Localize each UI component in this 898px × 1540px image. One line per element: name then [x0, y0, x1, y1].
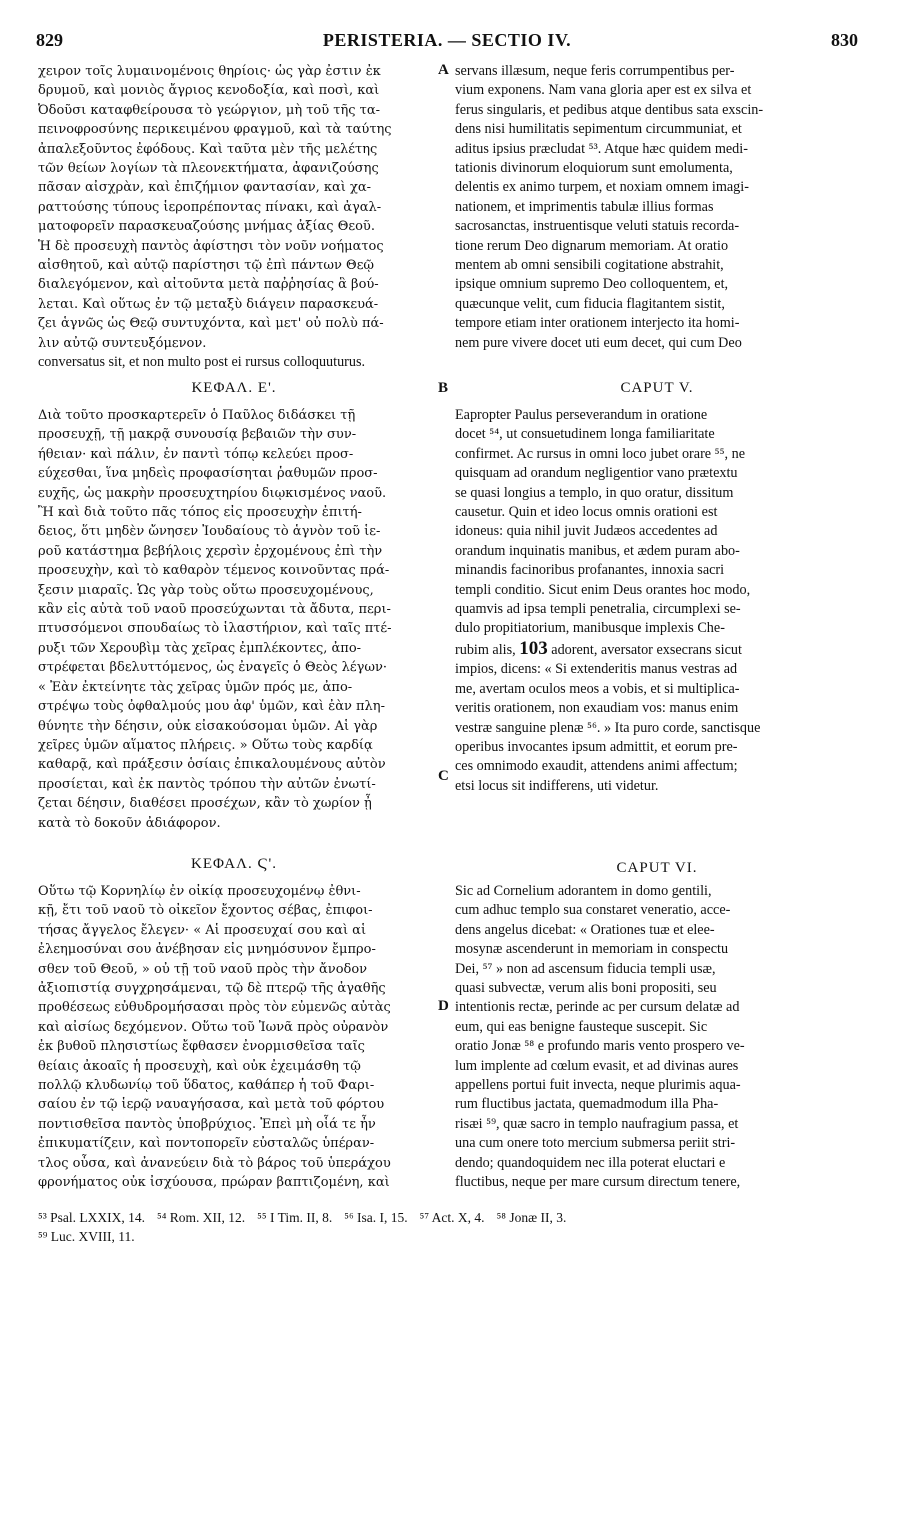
- text-line: κἂν εἰς αὐτὰ τοῦ ναοῦ προσεύχωνται τὰ ἄδυτα, περι-: [38, 602, 391, 618]
- text-line: ραττούσης τύπους ἱεροπρέποντας πίνακι, καὶ ἀγαλ-: [38, 199, 382, 215]
- text-line: ipsique omnium supremo Deo colloquentem, et,: [455, 276, 729, 293]
- text-line: δρυμοῦ, καὶ μονιὸς ἄγριος κενοδοξία, καὶ ποσὶ, καὶ: [38, 83, 380, 99]
- text-line: ρυξι τῶν Χερουβὶμ τὰς χεῖρας ἐμπλέκοντες, ἀπο-: [38, 640, 362, 656]
- text-line: servans illæsum, neque feris corrumpentibus per-: [455, 63, 735, 79]
- latin-column-cap6: [455, 882, 859, 1193]
- text-line: confirmet. Ac rursus in omni loco jubet orare ⁵⁵, ne: [455, 445, 746, 462]
- running-title: PERISTERIA. — SECTIO IV.: [322, 30, 572, 50]
- text-line: minandis facinoribus profanantes, innoxia sacri: [455, 562, 725, 579]
- greek-column-top: [38, 62, 430, 353]
- text-line: ήθειαν· καὶ πάλιν, ἐν παντὶ τόπῳ κελεύει προσ-: [38, 446, 354, 462]
- text-line: oratio Jonæ ⁵⁸ e profundo maris vento prospero ve-: [455, 1038, 745, 1055]
- text-line: quisquam ad orandum negligentior vano prætextu: [455, 465, 738, 482]
- running-header: [36, 30, 858, 58]
- text-line: mentem ab omni sensibili cogitatione abstrahit,: [455, 257, 724, 274]
- text-line: ἀπαλεξοῦντος ἐφόδους. Καὶ ταῦτα μὲν τῆς μελέτης: [38, 141, 378, 157]
- footnote-ref: ⁵⁴ Rom. XII, 12.: [157, 1210, 246, 1225]
- text-line: Ἡ δὲ προσευχὴ παντὸς ἀφίστησι τὸν νοῦν νοήματος: [38, 238, 384, 254]
- text-line: risæi ⁵⁹, quæ sacro in templo naufragium passa, et: [455, 1115, 739, 1132]
- footnote-ref: ⁵⁵ I Tim. II, 8.: [257, 1210, 333, 1225]
- text-line: delentis ex animo turpem, et noxiam omnem imagi-: [455, 179, 749, 196]
- text-line: lum implente ad cœlum evasit, et ad divinas aures: [455, 1057, 739, 1074]
- text-line: ευχῆς, ὡς μακρὴν προσευχτηρίου διῳκισμένος ναοῦ.: [38, 485, 387, 501]
- text-line: πεινοφροσύνης περικειμένου φραγμοῦ, καὶ τὰ ταύτης: [38, 122, 392, 138]
- text-line: θείαις ἀκοαῖς ἡ προσευχὴ, καὶ οὐκ ἐχειμάσθη τῷ: [38, 1058, 361, 1074]
- text-line: χεῖρες ὑμῶν αἵματος πλήρεις. » Οὕτω τοὺς καρδίᾳ: [38, 737, 373, 753]
- latin-cap5-post: [455, 660, 859, 796]
- footnotes-line-1: [38, 1208, 868, 1227]
- text-line: Οὕτω τῷ Κορνηλίῳ ἐν οἰκίᾳ προσευχομένῳ ἐθνι-: [38, 884, 361, 899]
- text-line: fluctibus, neque per mare cursum directum tenere,: [455, 1174, 741, 1191]
- text-line: tione rerum Deo dignarum memoriam. At oratio: [455, 237, 729, 254]
- text-line: διαλεγόμενον, καὶ αἰτοῦντα μετὰ παῤῥησίας ἃ βού-: [38, 277, 379, 293]
- margin-marker-a: A: [438, 62, 449, 78]
- text-line: ces omnimodo exaudit, attendens animi affectum;: [455, 758, 738, 775]
- text-line: dens nisi humilitatis sepimentum circummuniat, et: [455, 121, 742, 138]
- text-line: cum adhuc templo sua constaret veneratio, acce-: [455, 902, 731, 919]
- latin-heading-cap6: CAPUT VI.: [616, 860, 698, 876]
- text-line: dulo propitiatorium, manibusque implexis Che-: [455, 620, 725, 637]
- text-line: Ὀδοῦσι καταφθείρουσα τὸ γεώργιον, μὴ τοῦ τῆς τα-: [38, 102, 381, 118]
- text-line: Dei, ⁵⁷ » non ad ascensum fiducia templi usæ,: [455, 960, 716, 977]
- text-line: eum, qui eas benigne fausteque suscepit. Sic: [455, 1018, 708, 1035]
- text-line: τλος οὖσα, καὶ ἀνανεύειν διὰ τὸ βάρος τοῦ ὑπεράχου: [38, 1155, 391, 1171]
- text-line: λιν αὐτῷ συντευξόμενον.: [38, 335, 207, 351]
- text-line: σαίου ἐν τῷ ἱερῷ ναυαγήσασα, καὶ μετὰ τοῦ φόρτου: [38, 1097, 385, 1113]
- margin-marker-c: C: [438, 768, 449, 784]
- text-line: sacrosanctas, instruentisque veluti statuis recorda-: [455, 218, 740, 235]
- text-line: nem pure vivere docet uti eum decet, qui cum Deo: [455, 334, 742, 351]
- text-line: προσευχῇ, τῇ μακρᾷ συνουσίᾳ βεβαιῶν τὴν συν-: [38, 427, 357, 443]
- text-line: quamvis ad ipsa templi penetralia, circumplexi se-: [455, 601, 741, 618]
- text-line: ferus singularis, et pedibus atque dentibus sata exscin-: [455, 101, 764, 118]
- text-line: ἐπικυματίζειν, καὶ ποντοπορεῖν εὐσταλῶς ὑπέραν-: [38, 1136, 375, 1152]
- text-line: dendo; quandoquidem nec illa poterat eluctari e: [455, 1154, 726, 1171]
- text-line: docet ⁵⁴, ut consuetudinem longa familiaritate: [455, 426, 715, 443]
- text-line: προσίεται, καὶ ἐκ παντὸς τρόπου τὴν αὐτῶν ἐνωτί-: [38, 776, 376, 792]
- text-line: tempore etiam inter orationem interjecto ita homi-: [455, 315, 740, 332]
- latin-line-with-page-number: [455, 639, 859, 660]
- text-line: templi conditio. Sicut enim Deus orantes hoc modo,: [455, 581, 751, 598]
- text-line: τῶν θείων λογίων τὰ πλεονεκτήματα, ἀφανιζούσης: [38, 161, 379, 177]
- text-line: κατὰ τὸ δοκοῦν ἀδιάφορον.: [38, 815, 221, 831]
- text-line: Διὰ τοῦτο προσκαρτερεῖν ὁ Παῦλος διδάσκει τῇ: [38, 408, 356, 423]
- text-line: idoneus: quia nihil juvit Judæos accedentes ad: [455, 523, 718, 540]
- text-line: δειος, ὅτι μηδὲν ὤνησεν Ἰουδαίους τὸ ἁγνὸν τοῦ ἱε-: [38, 524, 381, 540]
- footnotes: [38, 1208, 868, 1246]
- text-line: veritis orationem, non exaudiam vos: manus enim: [455, 700, 739, 717]
- text-line: se quasi longius a templo, in quo oratur, dissitum: [455, 484, 734, 501]
- text-line: rum fluctibus jactata, quemadmodum illa Pha-: [455, 1096, 719, 1113]
- text-line: καθαρᾷ, καὶ πράξεσιν ὁσίαις ἐπικαλουμένους αὐτὸν: [38, 757, 386, 773]
- footnotes-line-2: [38, 1227, 868, 1246]
- text-line: χειρον τοῖς λυμαινομένοις θηρίοις· ὡς γὰρ ἐστιν ἐκ: [38, 64, 381, 79]
- text-line: φρονήματος οὐκ ἰσχύουσα, πρώραν βαπτιζομένη, καὶ: [38, 1175, 390, 1191]
- text-line: εύχεσθαι, ἵνα μηδεὶς προφασίσηται ῥαθυμῶν προσ-: [38, 466, 378, 482]
- latin-line-after: adorent, aversator exsecrans sicut: [551, 641, 742, 658]
- page-number-left: 829: [36, 30, 63, 50]
- text-line: πτυσσόμενοι σπουδαίως τὸ ἱλαστήριον, καὶ ταῖς πτέ-: [38, 621, 392, 637]
- text-line: στρέψω τοὺς ὀφθαλμούς μου ἀφ' ὑμῶν, καὶ ἐὰν πλη-: [38, 699, 385, 715]
- text-line: nationem, et imprimentis tabulæ illius formas: [455, 198, 714, 215]
- text-line: una cum onere toto mercium submersa periit stri-: [455, 1135, 736, 1152]
- greek-column-cap6: [38, 882, 430, 1193]
- text-line: καὶ αἰσίως δεχόμενον. Οὕτω τοῦ Ἰωνᾶ πρὸς οὐρανὸν: [38, 1019, 389, 1035]
- text-line: πολλῷ κλυδωνίῳ τοῦ ὕδατος, καθάπερ ἡ τοῦ Φαρι-: [38, 1078, 375, 1094]
- text-line: mosynæ ascenderunt in memoriam in conspectu: [455, 941, 729, 958]
- latin-cap5-pre: [455, 406, 859, 639]
- text-line: πᾶσαν αἰσχρὰν, καὶ ἐπιζήμιον φαντασίαν, καὶ χα-: [38, 180, 372, 196]
- latin-line-before: rubim alis,: [455, 641, 516, 658]
- text-line: ματοφορεῖν παρασκευαζούσης μνήμας ἀξίας Θεοῦ.: [38, 219, 375, 235]
- margin-marker-b: B: [438, 380, 449, 396]
- footnote-ref: ⁵⁸ Jonæ II, 3.: [496, 1210, 567, 1225]
- text-line: impios, dicens: « Si extenderitis manus vestras ad: [455, 661, 738, 678]
- text-line: intentionis rectæ, perinde ac per cursum delatæ ad: [455, 999, 740, 1016]
- text-line: vium exponens. Nam vana gloria aper est ex silva et: [455, 82, 752, 99]
- text-line: Ἢ καὶ διὰ τοῦτο πᾶς τόπος εἰς προσευχὴν ἐπιτή-: [38, 505, 362, 521]
- text-line: quasi subvectæ, verum alis boni propositi, seu: [455, 980, 717, 997]
- text-line: Sic ad Cornelium adorantem in domo gentili,: [455, 883, 712, 899]
- text-line: tationis divinorum eloquiorum sunt emolumenta,: [455, 160, 733, 177]
- greek-heading-cap5: ΚΕΦΑΛ. Ε'.: [191, 380, 277, 396]
- text-line: ἐκ βυθοῦ πλησιστίως ἔφθασεν ἐνορμισθεῖσα ταῖς: [38, 1039, 365, 1055]
- text-line: στρέφεται βδελυττόμενος, ὡς ἐναγεῖς ὁ Θεὸς λέγων·: [38, 660, 388, 676]
- footnote-ref: ⁵⁶ Isa. I, 15.: [344, 1210, 408, 1225]
- text-line: vestræ sanguine plenæ ⁵⁶. » Ita puro corde, sanctisque: [455, 719, 761, 736]
- text-line: τήσας ἄγγελος ἔλεγεν· « Αἱ προσευχαί σου καὶ αἱ: [38, 922, 367, 938]
- text-line: ζεται δέησιν, διαθέσει προσέχων, κἂν τὸ χωρίον ᾖ: [38, 796, 372, 812]
- text-line: quæcunque velit, cum fiducia flagitantem sistit,: [455, 295, 725, 312]
- text-line: « Ἐὰν ἐκτείνητε τὰς χεῖρας ὑμῶν πρός με, ἀπο-: [38, 679, 353, 695]
- text-line: me, avertam oculos meos a vobis, et si multiplica-: [455, 680, 740, 697]
- text-line: etsi locus sit indifferens, uti videtur.: [455, 777, 659, 794]
- greek-heading-cap6: ΚΕΦΑΛ. Ϛ'.: [191, 856, 277, 872]
- text-line: orandum inquinatis manibus, et ædem puram abo-: [455, 542, 740, 559]
- text-line: προσευχὴν, καὶ τὸ καθαρὸν τέμενος κοινοῦντας πρά-: [38, 563, 390, 579]
- inline-page-number: 103: [519, 637, 548, 659]
- text-line: operibus invocantes ipsum admittit, et eorum pre-: [455, 738, 738, 755]
- text-line: προθέσεως εὐθυδρομήσασαι πρὸς τὸν εὐμενῶς αὐτὰς: [38, 1000, 391, 1016]
- text-line: σθεν τοῦ Θεοῦ, » οὐ τῇ τοῦ ναοῦ πρὸς τὴν ἄνοδον: [38, 961, 368, 977]
- text-line: dens angelus dicebat: « Orationes tuæ et elee-: [455, 921, 715, 938]
- text-line: λεται. Καὶ οὕτως ἐν τῷ μεταξὺ διάγειν παρασκευά-: [38, 296, 379, 312]
- text-line: ποντισθεῖσα παντὸς ὑποβρύχιος. Ἐπεὶ μὴ οἷά τε ἦν: [38, 1116, 376, 1132]
- text-line: ἐλεημοσύναι σου ἀνέβησαν εἰς μνημόσυνον ἔμπρο-: [38, 942, 376, 958]
- text-line: θύνητε τὴν δέησιν, οὐκ εἰσακούσομαι ὑμῶν. Αἱ γὰρ: [38, 718, 378, 734]
- footnote-ref: ⁵⁹ Luc. XVIII, 11.: [38, 1229, 135, 1244]
- text-line: κῇ, ἔτι τοῦ ναοῦ τὸ οἰκεῖον ἔχοντος σέβας, ἐπιφοι-: [38, 903, 373, 919]
- latin-column-top: [455, 62, 859, 353]
- footnote-ref: ⁵³ Psal. LXXIX, 14.: [38, 1210, 145, 1225]
- text-line: ροῦ κατάστημα βεβήλοις χερσὶν ἐρχομένους ἐπὶ τὴν: [38, 543, 383, 559]
- text-line: causetur. Quin et ideo locus omnis orationi est: [455, 504, 718, 521]
- text-line: aditus ipsius præcludat ⁵³. Atque hæc quidem medi-: [455, 140, 748, 157]
- text-line: αἰσθητοῦ, καὶ αὐτῷ παρίστησι τῷ ἐπὶ πάντων Θεῷ: [38, 258, 375, 274]
- latin-heading-cap5: CAPUT V.: [620, 380, 694, 396]
- page-number-right: 830: [831, 30, 858, 50]
- margin-marker-d: D: [438, 998, 449, 1014]
- text-line: appellens portui fuit invecta, neque plurimis aqua-: [455, 1077, 741, 1094]
- latin-column-cap5: [455, 406, 859, 796]
- greek-column-cap5: [38, 406, 430, 833]
- text-line: ξεσιν μιαραῖς. Ὡς γὰρ τοὺς οὕτω προσευχομένους,: [38, 582, 374, 598]
- text-line: Eapropter Paulus perseverandum in oratione: [455, 407, 708, 423]
- text-line: ἀξιοπιστίᾳ συγχρησάμεναι, τῷ δὲ πτερῷ τῆς ἀγαθῆς: [38, 981, 386, 997]
- full-width-line: conversatus sit, et non multo post ei rursus colloquuturus.: [38, 354, 366, 370]
- footnote-ref: ⁵⁷ Act. X, 4.: [419, 1210, 485, 1225]
- text-line: ζει ἁγνῶς ὡς Θεῷ συντυχόντα, καὶ μετ' οὐ πολὺ πά-: [38, 316, 384, 332]
